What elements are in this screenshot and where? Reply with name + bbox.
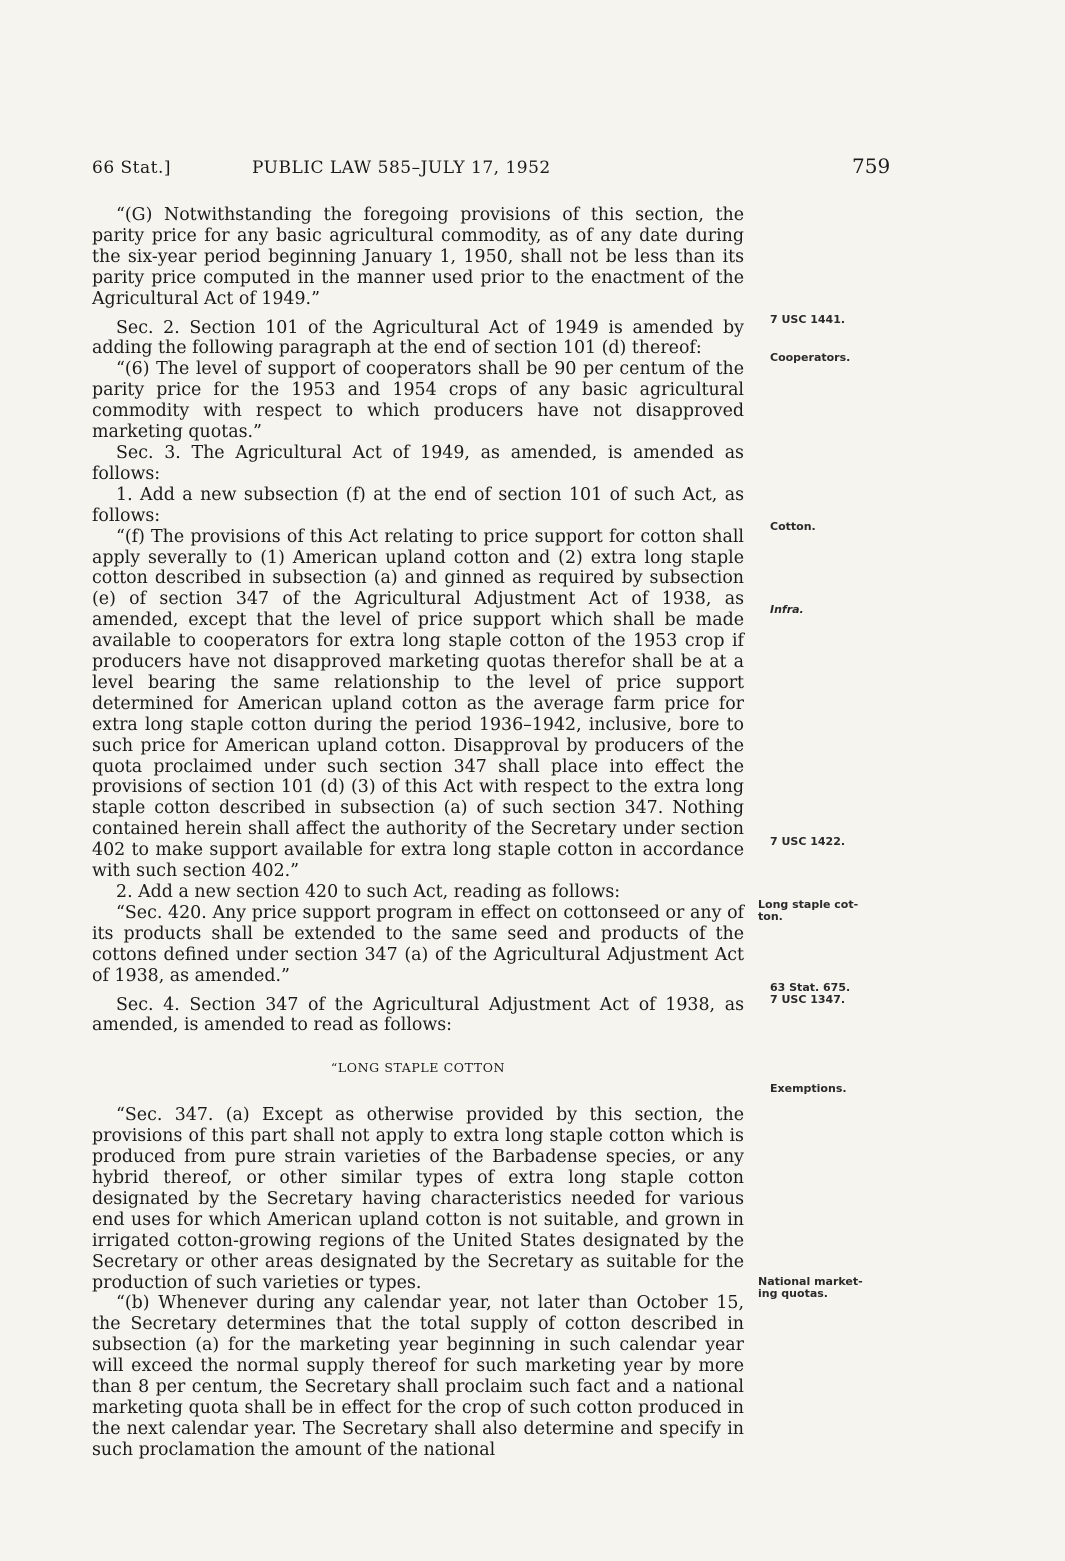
statute-volume: 66 Stat.] [92, 158, 172, 178]
law-title: PUBLIC LAW 585–JULY 17, 1952 [252, 158, 551, 178]
paragraph-sec-420: “Sec. 420. Any price support program in effect on cottonseed or any of its products shall be extended to the same seed and products of the cottons defined under section 347 (a) of the Agricultural Adjustment Act of 1938, as amended.” [92, 902, 744, 986]
paragraph-sec-347-a: “Sec. 347. (a) Except as otherwise provided by this section, the provisions of this part shall not apply to extra long staple cotton which is produced from pure strain varieties of the Barbadense species, or any hybrid thereof, or other similar types of extra long staple cotton designated by the Secretary having characteristics needed for various end uses for which American upland cotton is not suitable, and grown in irrigated cotton-growing regions of the United States designated by the Secretary or other areas designated by the Secretary as suitable for the production of such varieties or types. [92, 1105, 744, 1293]
margin-note-long-staple: Long staple cot- ton. [758, 898, 859, 923]
paragraph-sec-3: Sec. 3. The Agricultural Act of 1949, as amended, is amended as follows: [92, 442, 744, 484]
margin-note-cooperators: Cooperators. [770, 351, 851, 364]
page-number: 759 [852, 154, 891, 178]
margin-note-infra: Infra. [770, 603, 804, 616]
paragraph-sec-4: Sec. 4. Section 347 of the Agricultural Adjustment Act of 1938, as amended, is amended to read as follows: [92, 994, 744, 1036]
margin-note-usc-1422: 7 USC 1422. [770, 835, 846, 848]
paragraph-item-2: 2. Add a new section 420 to such Act, reading as follows: [116, 882, 621, 902]
margin-note-cotton: Cotton. [770, 520, 816, 533]
paragraph-6: “(6) The level of support of cooperators shall be 90 per centum of the parity price for the 1953 and 1954 crops of any basic agricultural commodity with respect to which producers have not disapproved marketing quotas.” [92, 359, 744, 443]
paragraph-item-1: 1. Add a new subsection (f) at the end of section 101 of such Act, as follows: [92, 484, 744, 526]
paragraph-f: “(f) The provisions of this Act relating to price support for cotton shall apply severally to (1) American upland cotton and (2) extra long staple cotton described in subsection (a) and ginned as required by subsection (e) of section 347 of the Agricultural Adjustment Act of 1938, as amended, except that the level of price support which shall be made available to cooperators for extra long staple cotton of the 1953 crop if producers have not disapproved marketing quotas therefor shall be at a level bearing the same relationship to the level of price support determined for American upland cotton as the average farm price for extra long staple cotton during the period 1936–1942, inclusive, bore to such price for American upland cotton. Disapproval by producers of the quota proclaimed under such section 347 shall place into effect the provisions of section 101 (d) (3) of this Act with respect to the extra long staple cotton described in subsection (a) of such section 347. Nothing contained herein shall affect the authority of the Secretary under section 402 to make support available for extra long staple cotton in accordance with such section 402.” [92, 526, 744, 882]
margin-note-exemptions: Exemptions. [770, 1082, 847, 1095]
margin-note-stat-675: 63 Stat. 675. 7 USC 1347. [770, 981, 851, 1006]
paragraph-g: “(G) Notwithstanding the foregoing provisions of this section, the parity price for any basic agricultural commodity, as of any date during the six-year period beginning January 1, 1950, shall not be less than its parity price computed in the manner used prior to the enactment of the Agricultural Act of 1949.” [92, 205, 744, 309]
page-header [92, 156, 892, 180]
margin-note-usc-1441: 7 USC 1441. [770, 313, 846, 326]
paragraph-sec-347-b: “(b) Whenever during any calendar year, not later than October 15, the Secretary determines that the total supply of cotton described in subsection (a) for the marketing year beginning in such calendar year will exceed the normal supply thereof for such marketing year by more than 8 per centum, the Secretary shall proclaim such fact and a national marketing quota shall be in effect for the crop of such cotton produced in the next calendar year. The Secretary shall also determine and specify in such proclamation the amount of the national [92, 1293, 744, 1460]
body-text [92, 205, 744, 1461]
section-heading: “LONG STAPLE COTTON [330, 1060, 506, 1076]
paragraph-sec-2: Sec. 2. Section 101 of the Agricultural Act of 1949 is amended by adding the following paragraph at the end of section 101 (d) thereof: [92, 317, 744, 359]
margin-note-national-quotas: National market- ing quotas. [758, 1275, 863, 1300]
